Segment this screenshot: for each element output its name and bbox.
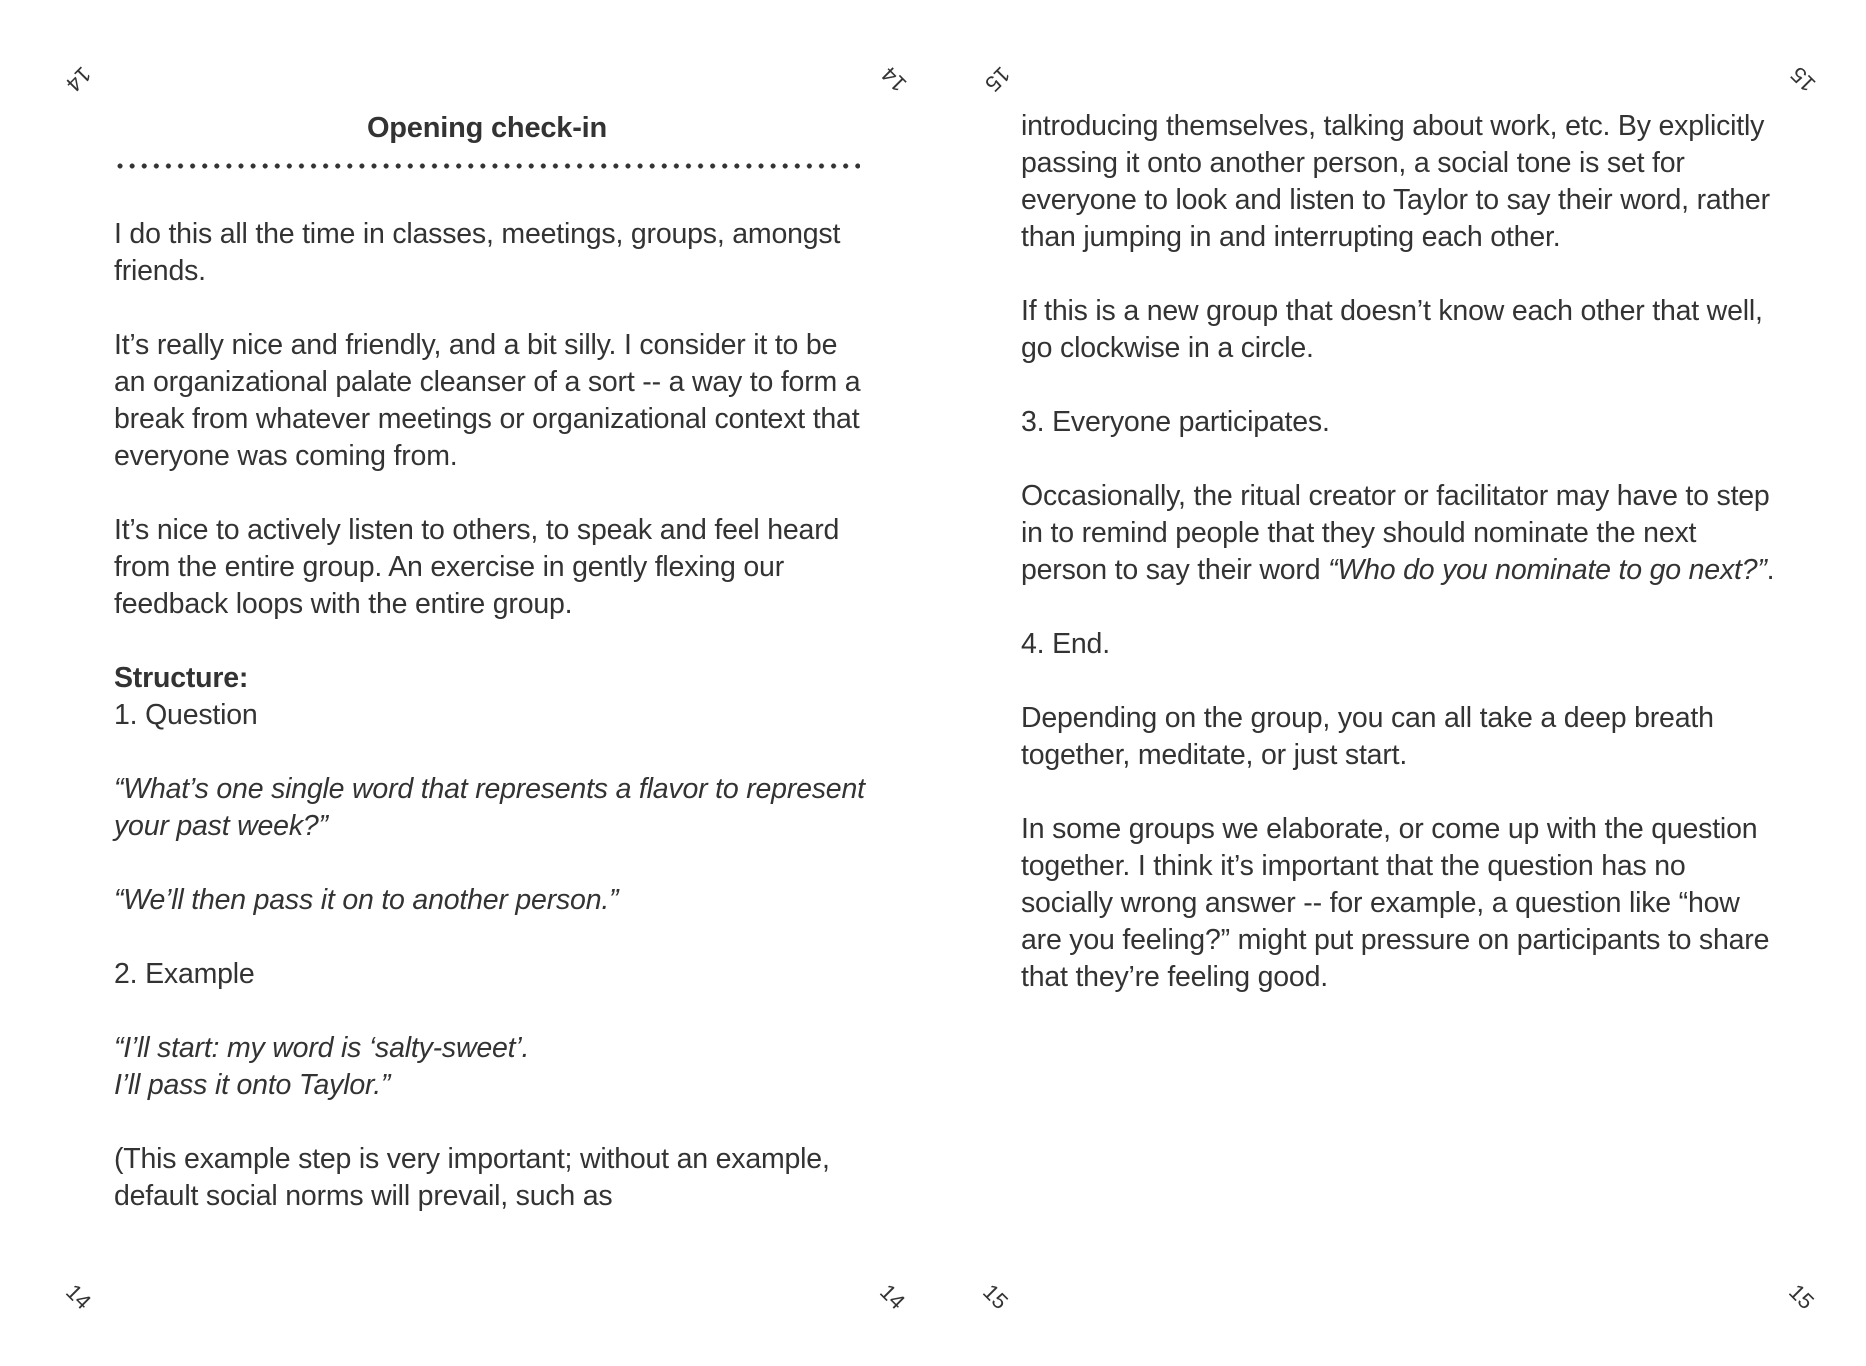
right-column — [1021, 108, 1781, 1033]
example-quote-line-2: I’ll pass it onto Taylor.” — [114, 1069, 391, 1101]
right-page — [933, 0, 1866, 1366]
step-3-participates: 3. Everyone participates. — [1021, 406, 1330, 438]
pass-on-quote: “We’ll then pass it on to another person.” — [114, 884, 619, 916]
step-1-question: 1. Question — [114, 699, 258, 731]
left-column — [114, 108, 874, 1215]
continued-paragraph: introducing themselves, talking about work, etc. By explicitly passing it onto another person, a social tone is set for everyone to look and listen to Taylor to say their word, rather than jumping in and interrupting each other. — [1021, 110, 1770, 253]
page-title: Opening check-in — [366, 112, 608, 144]
closing-paragraph: In some groups we elaborate, or come up with the question together. I think it’s important that the question has no socially wrong answer -- for example, a question like “how are you feeling?” might put pressure on participants to share that they’re feeling good. — [1021, 813, 1770, 993]
listening-paragraph: It’s nice to actively listen to others, to speak and feel heard from the entire group. An exercise in gently flexing our feedback loops with the entire group. — [114, 514, 840, 620]
page-number-bottom-left: 14 — [61, 1279, 97, 1315]
step-4-end: 4. End. — [1021, 628, 1110, 660]
page-number-top-left: 14 — [61, 61, 97, 97]
facilitator-text: Occasionally, the ritual creator or facilitator may have to step in to remind people that they should nominate the next person to say their word — [1021, 480, 1770, 586]
intro-paragraph: I do this all the time in classes, meetings, groups, amongst friends. — [114, 218, 841, 287]
ending-paragraph: Depending on the group, you can all take a deep breath together, meditate, or just start. — [1021, 702, 1714, 771]
palate-cleanser-paragraph: It’s really nice and friendly, and a bit silly. I consider it to be an organizational palate cleanser of a sort -- a way to form a break from whatever meetings or organizational context that everyone was coming from. — [114, 329, 861, 472]
dotted-divider — [114, 162, 860, 170]
page-number-top-right: 14 — [876, 61, 912, 97]
facilitator-paragraph — [1021, 478, 1781, 589]
example-quote-line-1: “I’ll start: my word is ‘salty-sweet’. — [114, 1032, 530, 1064]
page-number-bottom-right: 15 — [1784, 1279, 1820, 1315]
page-number-bottom-left: 15 — [978, 1279, 1014, 1315]
page-number-top-right: 15 — [1785, 61, 1821, 97]
new-group-paragraph: If this is a new group that doesn’t know each other that well, go clockwise in a circle. — [1021, 295, 1763, 364]
question-quote: “What’s one single word that represents a flavor to represent your past week?” — [114, 773, 865, 842]
page-number-bottom-right: 14 — [875, 1279, 911, 1315]
structure-label: Structure: — [114, 662, 249, 694]
nominate-quote: “Who do you nominate to go next?” — [1328, 554, 1767, 586]
facilitator-end: . — [1766, 554, 1775, 586]
step-2-example: 2. Example — [114, 958, 255, 990]
example-note-paragraph: (This example step is very important; without an example, default social norms will prevail, such as — [114, 1143, 830, 1212]
page-number-top-left: 15 — [980, 61, 1016, 97]
